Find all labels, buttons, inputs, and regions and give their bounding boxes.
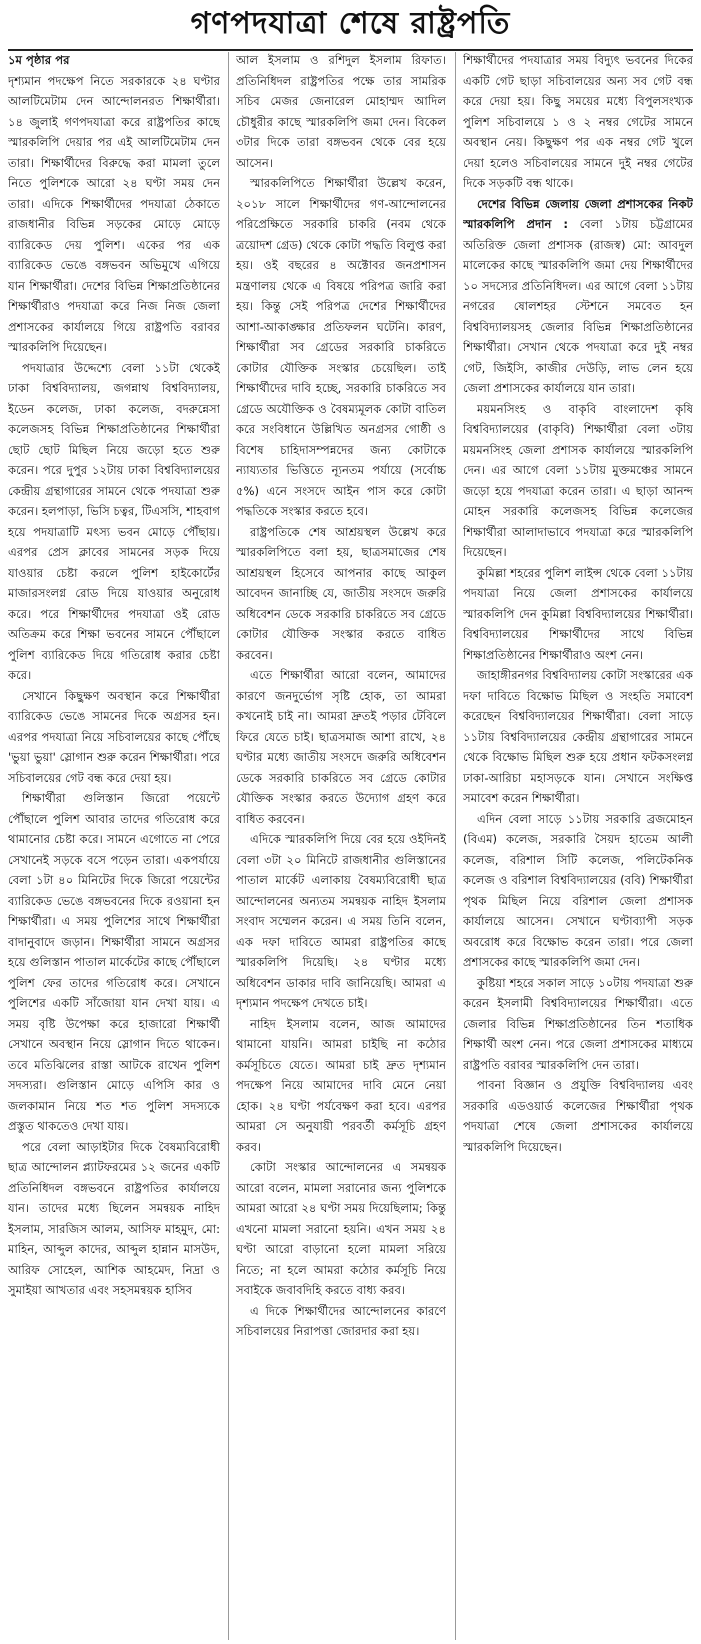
paragraph: পাবনা বিজ্ঞান ও প্রযুক্তি বিশ্ববিদ্যালয় এবং সরকারি এডওয়ার্ড কলেজের শিক্ষার্থীরা পৃথক পদযাত্রা শেষে জেলা প্রশাসকের কার্যালয়ে স্মারকলিপি দিয়েছেন। — [463, 1078, 693, 1154]
paragraph: ময়মনসিংহ ও বাকৃবি বাংলাদেশ কৃষি বিশ্ববিদ্যালয়ের (বাকৃবি) শিক্ষার্থীরা বেলা ৩টায় ময়মনসিংহ জেলা প্রশাসক কার্যালয়ে স্মারকলিপি দেন। এর আগে বেলা ১১টায় মুক্তমঞ্চের সামনে জড়ো হয়ে পদযাত্রা করেন তারা। এ ছাড়া আনন্দ মোহন সরকারি কলেজসহ বিভিন্ন কলেজের শিক্ষার্থীরা আলাদাভাবে পদযাত্রা করে স্মারকলিপি দিয়েছেন। — [463, 401, 693, 559]
paragraph: আল ইসলাম ও রশিদুল ইসলাম রিফাত। প্রতিনিধিদল রাষ্ট্রপতির পক্ষে তার সামরিক সচিব মেজর জেনারেল মোহাম্মদ আদিল চৌধুরীর কাছে স্মারকলিপি জমা দেন। বিকেল ৩টার দিকে তারা বঙ্গভবন থেকে বের হয়ে আসেন। — [236, 53, 446, 170]
paragraph: এদিন বেলা সাড়ে ১১টায় সরকারি ব্রজমোহন (বিএম) কলেজ, সরকারি সৈয়দ হাতেম আলী কলেজ, বরিশাল সিটি কলেজ, পলিটেকনিক কলেজ ও বরিশাল বিশ্ববিদ্যালয়ের (ববি) শিক্ষার্থীরা পৃথক মিছিল নিয়ে বরিশাল জেলা প্রশাসক কার্যালয়ে আসেন। সেখানে ঘণ্টাব্যাপী সড়ক অবরোধ করে বিক্ষোভ করেন তারা। পরে জেলা প্রশাসকের কাছে স্মারকলিপি জমা দেন। — [463, 811, 693, 969]
paragraph: কোটা সংস্কার আন্দোলনের এ সমন্বয়ক আরো বলেন, মামলা সরানোর জন্য পুলিশকে আমরা আরো ২৪ ঘণ্টা সময় দিয়েছিলাম; কিন্তু এখনো মামলা সরানো হয়নি। এখন সময় ২৪ ঘণ্টা আরো বাড়ানো হলো মামলা সরিয়ে নিতে; না হলে আমরা কঠোর কর্মসূচি নিয়ে সবাইকে জবাবদিহি করতে বাধ্য করব। — [236, 1160, 446, 1297]
paragraph: স্মারকলিপিতে শিক্ষার্থীরা উল্লেখ করেন, ২০১৮ সালে শিক্ষার্থীদের গণ-আন্দোলনের পরিপ্রেক্ষিতে সরকারি চাকরি (নবম থেকে ত্রয়োদশ গ্রেড) থেকে কোটা পদ্ধতি বিলুপ্ত করা হয়। ওই বছরের ৪ অক্টোবর জনপ্রশাসন মন্ত্রণালয় থেকে এ বিষয়ে পরিপত্র জারি করা হয়। কিন্তু সেই পরিপত্র দেশের শিক্ষার্থীদের আশা-আকাঙ্ক্ষার প্রতিফলন ঘটেনি। কারণ, শিক্ষার্থীরা সব গ্রেডের সরকারি চাকরিতে কোটার যৌক্তিক সংস্কার চেয়েছিল। তাই শিক্ষার্থীদের দাবি হচ্ছে, সরকারি চাকরিতে সব গ্রেডে অযৌক্তিক ও বৈষম্যমূলক কোটা বাতিল করে সংবিধানে উল্লিখিত অনগ্রসর গোষ্ঠী ও বিশেষ চাহিদাসম্পন্নদের জন্য কোটাকে ন্যায্যতার ভিত্তিতে ন্যূনতম পর্যায়ে (সর্বোচ্চ ৫%) এনে সংসদে আইন পাস করে কোটা পদ্ধতিকে সংস্কার করতে হবে। — [236, 176, 446, 518]
paragraph: এ দিকে শিক্ষার্থীদের আন্দোলনের কারণে সচিবালয়ের নিরাপত্তা জোরদার করা হয়। — [236, 1303, 446, 1338]
paragraph: পদযাত্রার উদ্দেশ্যে বেলা ১১টা থেকেই ঢাকা বিশ্ববিদ্যালয়, জগন্নাথ বিশ্ববিদ্যালয়, ইডেন কলেজ, ঢাকা কলেজ, বদরুন্নেসা কলেজসহ বিভিন্ন শিক্ষাপ্রতিষ্ঠানের শিক্ষার্থীরা ছোট ছোট মিছিল নিয়ে জড়ো হতে শুরু করেন। পরে দুপুর ১২টায় ঢাকা বিশ্ববিদ্যালয়ের কেন্দ্রীয় গ্রন্থাগারের সামনে থেকে পদযাত্রা শুরু করেন। হলপাড়া, ভিসি চত্বর, টিএসসি, শাহবাগ হয়ে পদযাত্রাটি মৎস্য ভবন মোড়ে পৌঁছায়। এরপর প্রেস ক্লাবের সামনের সড়ক দিয়ে যাওয়ার চেষ্টা করলে পুলিশ হাইকোর্টের মাজারসংলগ্ন রোড দিয়ে যাওয়ার অনুরোধ করে। পরে শিক্ষার্থীদের পদযাত্রা ওই রোড অতিক্রম করে শিক্ষা ভবনের সামনে পৌঁছালে পুলিশ ব্যারিকেড দিয়ে গতিরোধ করার চেষ্টা করে। — [8, 360, 220, 682]
headline: গণপদযাত্রা শেষে রাষ্ট্রপতি — [190, 6, 511, 41]
paragraph: এদিকে স্মারকলিপি দিয়ে বের হয়ে ওইদিনই বেলা ৩টা ২০ মিনিটে রাজধানীর গুলিস্তানের পাতাল মার্কেট এলাকায় বৈষম্যবিরোধী ছাত্র আন্দোলনের অন্যতম সমন্বয়ক নাহিদ ইসলাম সংবাদ সম্মেলন করেন। এ সময় তিনি বলেন, এক দফা দাবিতে আমরা রাষ্ট্রপতির কাছে স্মারকলিপি দিয়েছি। ২৪ ঘণ্টার মধ্যে অধিবেশন ডাকার দাবি জানিয়েছি। আমরা এ দৃশ্যমান পদক্ষেপ দেখতে চাই। — [236, 832, 446, 1010]
paragraph: শিক্ষার্থীরা গুলিস্তান জিরো পয়েন্টে পৌঁছালে পুলিশ আবার তাদের গতিরোধ করে থামানোর চেষ্টা করে। সামনে এগোতে না পেরে সেখানেই সড়কে বসে পড়েন তারা। একপর্যায়ে বেলা ১টা ৪০ মিনিটের দিকে জিরো পয়েন্টের ব্যারিকেড ভেঙে বঙ্গভবনের দিকে রওয়ানা হন শিক্ষার্থীরা। এ সময় পুলিশের সাথে শিক্ষার্থীরা বাদানুবাদে জড়ান। শিক্ষার্থীরা সামনে অগ্রসর হয়ে গুলিস্তান পাতাল মার্কেটের কাছে পৌঁছালে পুলিশ ফের তাদের গতিরোধ করে। সেখানে পুলিশের একটি সাঁজোয়া যান দেখা যায়। এ সময় বৃষ্টি উপেক্ষা করে হাজারো শিক্ষার্থী সেখানে অবস্থান নিয়ে স্লোগান দিতে থাকেন। তবে মতিঝিলের রাস্তা আটকে রাখেন পুলিশ সদস্যরা। গুলিস্তান মোড়ে এপিসি কার ও জলকামান নিয়ে শত শত পুলিশ সদস্যকে প্রস্তুত থাকতেও দেখা যায়। — [8, 791, 220, 1133]
paragraph: কুষ্টিয়া শহরে সকাল সাড়ে ১০টায় পদযাত্রা শুরু করেন ইসলামী বিশ্ববিদ্যালয়ের শিক্ষার্থীরা। এতে জেলার বিভিন্ন শিক্ষাপ্রতিষ্ঠানের তিন শতাধিক শিক্ষার্থী অংশ নেন। পরে জেলা প্রশাসকের মাধ্যমে রাষ্ট্রপতি বরাবর স্মারকলিপি দেন তারা। — [463, 975, 693, 1072]
column-1 — [8, 50, 220, 1644]
column-divider — [455, 52, 456, 1640]
paragraph: নাহিদ ইসলাম বলেন, আজ আমাদের থামানো যায়নি। আমরা চাইছি না কঠোর কর্মসূচিতে যেতে। আমরা চাই দ্রুত দৃশ্যমান পদক্ষেপ নিয়ে আমাদের দাবি মেনে নেয়া হোক। ২৪ ঘণ্টা পর্যবেক্ষণ করা হবে। এরপর আমরা সে অনুযায়ী পরবর্তী কর্মসূচি গ্রহণ করব। — [236, 1016, 446, 1154]
paragraph: জাহাঙ্গীরনগর বিশ্ববিদ্যালয় কোটা সংস্কারের এক দফা দাবিতে বিক্ষোভ মিছিল ও সংহতি সমাবেশ করেছেন বিশ্ববিদ্যালয়ের শিক্ষার্থীরা। বেলা সাড়ে ১১টায় বিশ্ববিদ্যালয়ের কেন্দ্রীয় গ্রন্থাগারের সামনে থেকে বিক্ষোভ মিছিল শুরু হয়ে প্রধান ফটকসংলগ্ন ঢাকা-আরিচা মহাসড়কে যান। সেখানে সংক্ষিপ্ত সমাবেশ করেন শিক্ষার্থীরা। — [463, 668, 693, 805]
paragraph: এতে শিক্ষার্থীরা আরো বলেন, আমাদের কারণে জনদুর্ভোগ সৃষ্টি হোক, তা আমরা কখনোই চাই না। আমরা দ্রুতই পড়ার টেবিলে ফিরে যেতে চাই। ছাত্রসমাজ আশা রাখে, ২৪ ঘণ্টার মধ্যে জাতীয় সংসদে জরুরি অধিবেশন ডেকে সরকারি চাকরিতে সব গ্রেডে কোটার যৌক্তিক সংস্কার করতে উদ্যোগ গ্রহণ করে বাধিত করবেন। — [236, 668, 446, 826]
paragraph: সেখানে কিছুক্ষণ অবস্থান করে শিক্ষার্থীরা ব্যারিকেড ভেঙে সামনের দিকে অগ্রসর হন। এরপর পদযাত্রা নিয়ে সচিবালয়ের কাছে পৌঁছে 'ভুয়া ভুয়া' স্লোগান শুরু করেন শিক্ষার্থীরা। পরে সচিবালয়ের গেট বন্ধ করে দেয়া হয়। — [8, 688, 220, 785]
column-divider — [228, 52, 229, 1640]
subhead-paragraph — [463, 194, 693, 399]
paragraph-text: বেলা ১টায় চট্টগ্রামের অতিরিক্ত জেলা প্রশাসক (রাজস্ব) মো: আবদুল মালেকের কাছে স্মারকলিপি জমা দেয় শিক্ষার্থীদের ১০ সদস্যের প্রতিনিধিদল। এর আগে বেলা ১১টায় নগরের ষোলশহর স্টেশনে সমবেত হন বিশ্ববিদ্যালয়সহ জেলার বিভিন্ন শিক্ষাপ্রতিষ্ঠানের শিক্ষার্থীরা। সেখান থেকে পদযাত্রা করে দুই নম্বর গেট, জিইসি, কাজীর দেউড়ি, লাভ লেন হয়ে জেলা প্রশাসকের কার্যালয়ে যান তারা। — [463, 217, 693, 395]
paragraph: দৃশ্যমান পদক্ষেপ নিতে সরকারকে ২৪ ঘণ্টার আলটিমেটাম দেন আন্দোলনরত শিক্ষার্থীরা। ১৪ জুলাই গণপদযাত্রা করে রাষ্ট্রপতির কাছে স্মারকলিপি দেয়ার পর এই আলটিমেটাম দেন তারা। শিক্ষার্থীদের বিরুদ্ধে করা মামলা তুলে নিতে পুলিশকে আরো ২৪ ঘণ্টা সময় দেন তারা। এদিকে শিক্ষার্থীদের পদযাত্রা ঠেকাতে রাজধানীর বিভিন্ন সড়কের মোড়ে মোড়ে ব্যারিকেড দেয় পুলিশ। একের পর এক ব্যারিকেড ভেঙে বঙ্গভবন অভিমুখে এগিয়ে যান শিক্ষার্থীরা। দেশের বিভিন্ন শিক্ষাপ্রতিষ্ঠানের শিক্ষার্থীরাও পদযাত্রা করে নিজ নিজ জেলা প্রশাসকের কার্যালয়ে গিয়ে রাষ্ট্রপতি বরাবর স্মারকলিপি দিয়েছেন। — [8, 73, 220, 354]
column-3 — [463, 50, 693, 1644]
subhead: দেশের বিভিন্ন জেলায় জেলা প্রশাসকের নিকট স্মারকলিপি প্রদান : — [463, 196, 693, 231]
paragraph: রাষ্ট্রপতিকে শেষ আশ্রয়স্থল উল্লেখ করে স্মারকলিপিতে বলা হয়, ছাত্রসমাজের শেষ আশ্রয়স্থল হিসেবে আপনার কাছে আকুল আবেদন জানাচ্ছি যে, জাতীয় সংসদে জরুরি অধিবেশন ডেকে সরকারি চাকরিতে সব গ্রেডে কোটার যৌক্তিক সংস্কার করতে বাধিত করবেন। — [236, 524, 446, 662]
column-2 — [236, 50, 446, 1644]
paragraph: কুমিল্লা শহরের পুলিশ লাইন্স থেকে বেলা ১১টায় পদযাত্রা নিয়ে জেলা প্রশাসকের কার্যালয়ে স্মারকলিপি দেন কুমিল্লা বিশ্ববিদ্যালয়ের শিক্ষার্থীরা। বিশ্ববিদ্যালয়ের শিক্ষার্থীদের সাথে বিভিন্ন শিক্ষাপ্রতিষ্ঠানের শিক্ষার্থীরাও অংশ নেন। — [463, 565, 693, 662]
paragraph: শিক্ষার্থীদের পদযাত্রার সময় বিদ্যুৎ ভবনের দিকের একটি গেট ছাড়া সচিবালয়ের অন্য সব গেট বন্ধ করে দেয়া হয়। কিছু সময়ের মধ্যে বিপুলসংখ্যক পুলিশ সচিবালয়ে ১ ও ২ নম্বর গেটের সামনে অবস্থান নেয়। কিছুক্ষণ পর এক নম্বর গেট খুলে দেয়া হলেও সচিবালয়ের সামনে দুই নম্বর গেটের দিকে সড়কটি বন্ধ থাকে। — [463, 53, 693, 190]
paragraph: পরে বেলা আড়াইটার দিকে বৈষম্যবিরোধী ছাত্র আন্দোলন প্ল্যাটফরমের ১২ জনের একটি প্রতিনিধিদল বঙ্গভবনে রাষ্ট্রপতির কার্যালয়ে যান। তাদের মধ্যে ছিলেন সমন্বয়ক নাহিদ ইসলাম, সারজিস আলম, আসিফ মাহমুদ, মো: মাহিন, আব্দুল কাদের, আব্দুল হান্নান মাসউদ, আরিফ সোহেল, আশিক আহমেদ, নিদ্রা ও সুমাইয়া আখতার এবং সহসমন্বয়ক হাসিব — [8, 1139, 220, 1297]
kicker: ১ম পৃষ্ঠার পর — [8, 53, 70, 67]
